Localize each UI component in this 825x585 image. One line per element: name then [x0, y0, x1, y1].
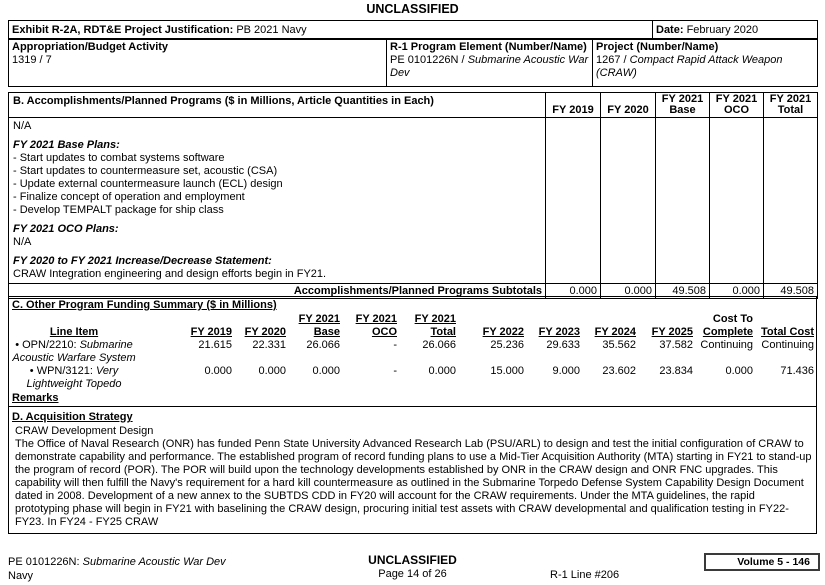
appropriation-value: 1319 / 7: [12, 54, 52, 66]
c-value: 9.000: [552, 365, 580, 377]
c-header-top-cell: [288, 313, 342, 326]
c-col-header: [755, 326, 816, 339]
section-d-box: [8, 406, 817, 534]
header-row1-table: [8, 20, 818, 39]
project-label: Project (Number/Name): [596, 41, 719, 53]
c-value: 0.000: [725, 365, 753, 377]
c-data-row: [9, 365, 816, 391]
empty-value-cell: [764, 118, 818, 284]
r1-program-element-value: [390, 54, 589, 80]
b-increase-text: CRAW Integration engineering and design efforts begin in FY21.: [13, 268, 327, 280]
col-header-top: FY 2021: [661, 93, 704, 105]
b-na: N/A: [13, 120, 32, 132]
appropriation-label: Appropriation/Budget Activity: [12, 41, 169, 53]
c-col-header: [582, 326, 638, 339]
c-header-text: Line Item: [49, 326, 99, 338]
subtotal-value: 49.508: [656, 284, 710, 299]
footer-page-number: Page 14 of 26: [378, 568, 447, 580]
c-value: Continuing: [761, 339, 814, 351]
section-d-subtitle: CRAW Development Design: [15, 425, 154, 437]
empty-value-cell: [656, 118, 710, 284]
classification-banner: UNCLASSIFIED: [366, 2, 459, 16]
c-value: 35.562: [602, 339, 636, 351]
col-header-fy2021-total: [764, 93, 818, 118]
c-value: 37.582: [659, 339, 693, 351]
b-oco-plans-heading: FY 2021 OCO Plans:: [13, 223, 119, 235]
section-b-narrative: [9, 118, 546, 284]
c-line-item-name: Submarine Acoustic Warfare System: [12, 339, 136, 364]
c-header-top-cell: [755, 313, 816, 326]
b-base-plan-item: - Update external countermeasure launch (ECL) design: [13, 178, 283, 190]
section-b-table: [8, 92, 818, 299]
c-col-header: [342, 326, 399, 339]
c-header-top-cell: [9, 313, 139, 326]
c-value: -: [393, 339, 397, 351]
col-header-bottom: Total: [777, 104, 804, 116]
subtotal-value: 0.000: [601, 284, 656, 299]
c-value: -: [393, 365, 397, 377]
col-header-bottom: FY 2019: [552, 104, 594, 116]
c-col-header: [695, 326, 755, 339]
c-header-top-cell: [458, 313, 526, 326]
c-col-header: [458, 326, 526, 339]
c-line-item: [9, 365, 139, 391]
c-header-top-cell: [526, 313, 582, 326]
c-line-item-code: • WPN/3121:: [29, 365, 93, 377]
col-header-bottom: OCO: [723, 104, 750, 116]
c-value: 0.000: [428, 365, 456, 377]
b-base-plan-item: - Finalize concept of operation and employment: [13, 191, 245, 203]
c-header-top-cell: [695, 313, 755, 326]
footer-service: Navy: [8, 570, 34, 582]
c-value: 21.615: [198, 339, 232, 351]
empty-value-cell: [710, 118, 764, 284]
subtotal-value: 49.508: [764, 284, 818, 299]
b-base-plan-item: - Start updates to combat systems software: [13, 152, 225, 164]
c-header-top-cell: [582, 313, 638, 326]
c-line-item-code: • OPN/2210:: [15, 339, 77, 351]
c-header-bottom-row: [9, 326, 816, 339]
col-header-top: FY 2021: [715, 93, 758, 105]
c-col-header: [234, 326, 288, 339]
section-b-title: B. Accomplishments/Planned Programs ($ in Millions, Article Quantities in Each): [9, 93, 546, 118]
c-header-top-text: FY 2021: [298, 313, 340, 325]
empty-value-cell: [546, 118, 601, 284]
footer-r1-line: R-1 Line #206: [550, 569, 620, 581]
section-c-box: [8, 296, 817, 407]
col-header-fy2019: [546, 93, 601, 118]
c-col-header: [288, 326, 342, 339]
empty-value-cell: [601, 118, 656, 284]
c-header-text: FY 2019: [190, 326, 232, 338]
c-value: Continuing: [700, 339, 753, 351]
date-label: Date:: [656, 23, 684, 36]
c-header-text: FY 2025: [651, 326, 693, 338]
c-value: 15.000: [490, 365, 524, 377]
c-col-header: [638, 326, 695, 339]
c-header-top-cell: [342, 313, 399, 326]
project-value: [596, 54, 814, 80]
subtotal-value: 0.000: [546, 284, 601, 299]
section-b-body-row: [9, 118, 818, 284]
c-line-item-header: [9, 326, 139, 339]
c-header-text: FY 2023: [538, 326, 580, 338]
c-value: 0.000: [204, 365, 232, 377]
exhibit-value: PB 2021 Navy: [236, 23, 307, 36]
col-header-bottom: FY 2020: [607, 104, 649, 116]
c-line-item-name: Very Lightweight Topedo: [26, 365, 122, 390]
r1-number: PE 0101226N /: [390, 54, 465, 66]
b-base-plans-heading: FY 2021 Base Plans:: [13, 139, 120, 151]
col-header-top: FY 2021: [769, 93, 812, 105]
col-header-fy2020: [601, 93, 656, 118]
section-b-header-row: [9, 93, 818, 118]
c-value: 0.000: [258, 365, 286, 377]
c-header-top-cell: [638, 313, 695, 326]
c-header-top-text: Cost To: [712, 313, 753, 325]
header-row2-table: [8, 39, 818, 87]
col-header-bottom: Base: [669, 104, 696, 116]
exhibit-label: Exhibit R-2A, RDT&E Project Justification:: [12, 23, 234, 36]
c-header-text: FY 2022: [482, 326, 524, 338]
footer-classification: UNCLASSIFIED: [368, 553, 457, 567]
footer-pe-name: Submarine Acoustic War Dev: [82, 556, 226, 568]
exhibit-cell: [9, 21, 653, 39]
c-col-header: [399, 326, 458, 339]
c-header-text: Complete: [702, 326, 753, 338]
footer-pe-label: PE 0101226N:: [8, 556, 80, 568]
c-header-top-text: FY 2021: [414, 313, 456, 325]
c-value: 0.000: [312, 365, 340, 377]
c-value: 23.602: [602, 365, 636, 377]
r1-program-element-cell: [387, 40, 593, 87]
b-oco-plans-value: N/A: [13, 236, 32, 248]
footer-volume-box: Volume 5 - 146: [704, 553, 820, 571]
section-c-funding-table: [9, 313, 816, 391]
r1-name: Submarine Acoustic War Dev: [390, 54, 589, 79]
c-header-text: FY 2024: [594, 326, 636, 338]
footer-center: [0, 554, 825, 581]
c-header-top-cell: [399, 313, 458, 326]
c-header-text: Total: [430, 326, 456, 338]
c-header-top-cell: [139, 313, 234, 326]
b-base-plan-item: - Develop TEMPALT package for ship class: [13, 204, 224, 216]
subtotals-label: Accomplishments/Planned Programs Subtotals: [9, 284, 546, 299]
c-value: 26.066: [306, 339, 340, 351]
c-header-top-row: [9, 313, 816, 326]
col-header-fy2021-base: [656, 93, 710, 118]
c-header-text: Total Cost: [761, 326, 814, 338]
section-d-paragraph: The Office of Naval Research (ONR) has funded Penn State University Advanced Research Lab (PSU/ARL) to design and test the initial configuration of CRAW to demonstrate capability and performance. The established program of record funding plans to use a Mid-Tier Acquisition Authority (MTA) starting in FY21 to stand-up the program of record (POR). The POR will build upon the technology developments established by ONR in the CRAW design and ONR FNC upgrades. This capability will then fulfill the Navy's requirement for a hard kill countermeasure as outlined in the Submarine Torpedo Defense System Capability Design Document dated in 2008. Development of a new annex to the SUBTDS CDD in FY20 will account for the CRAW requirements. Under the MTA guidelines, the rapid prototyping phase will begin in FY21 with baselining the CRAW design, procuring initial test assets with CRAW developmental and qualification testing in FY22-FY23. In FY24 - FY25 CRAW: [15, 438, 812, 528]
date-cell: [653, 21, 818, 39]
c-header-top-cell: [234, 313, 288, 326]
col-header-fy2021-oco: [710, 93, 764, 118]
b-base-plan-item: - Start updates to countermeasure set, acoustic (CSA): [13, 165, 278, 177]
b-increase-heading: FY 2020 to FY 2021 Increase/Decrease Statement:: [13, 255, 272, 267]
project-number: 1267 /: [596, 54, 627, 66]
c-value: 23.834: [659, 365, 693, 377]
subtotal-value: 0.000: [710, 284, 764, 299]
appropriation-cell: [9, 40, 387, 87]
c-value: 71.436: [780, 365, 814, 377]
c-value: 25.236: [490, 339, 524, 351]
c-col-header: [526, 326, 582, 339]
project-cell: [593, 40, 818, 87]
c-col-header: [139, 326, 234, 339]
r1-program-element-label: R-1 Program Element (Number/Name): [390, 41, 587, 53]
c-header-text: FY 2020: [244, 326, 286, 338]
c-header-top-text: FY 2021: [355, 313, 397, 325]
c-header-text: Base: [313, 326, 340, 338]
c-line-item: [9, 339, 139, 365]
c-value: 29.633: [546, 339, 580, 351]
c-data-row: [9, 339, 816, 365]
c-header-text: OCO: [371, 326, 397, 338]
remarks-heading: Remarks: [12, 392, 59, 404]
c-value: 22.331: [252, 339, 286, 351]
project-name: Compact Rapid Attack Weapon (CRAW): [596, 54, 783, 79]
c-value: 26.066: [422, 339, 456, 351]
section-d-title: D. Acquisition Strategy: [12, 411, 133, 423]
date-value: February 2020: [686, 23, 759, 36]
section-c-title: C. Other Program Funding Summary ($ in Millions): [12, 299, 277, 311]
